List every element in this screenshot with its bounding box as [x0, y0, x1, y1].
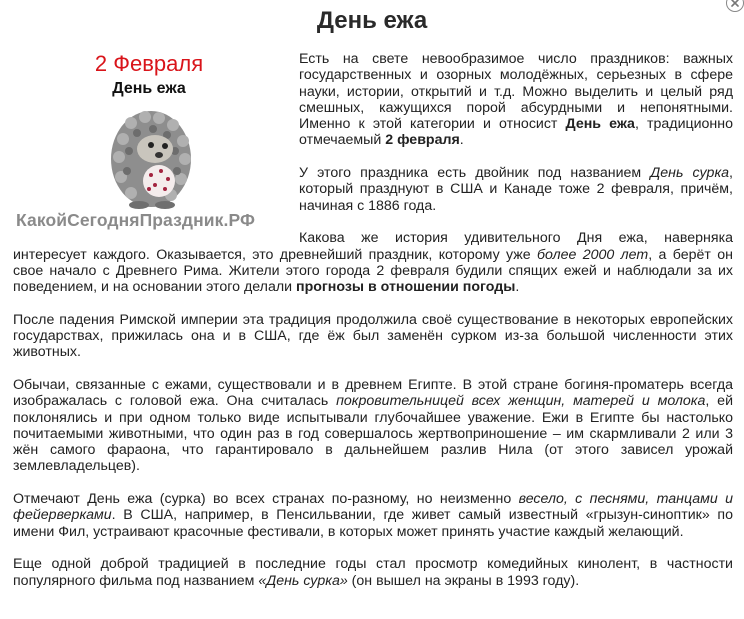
paragraph-text: , ей поклонялись и при одном только виде испытывали глубочайшее уважение. Ежи в Египте бы настолько почитаемыми животными, что один раз в год совершалось жертвоприношение – им скармливали 2 или 3 жён самого фараона, что гарантировало в дальнейшем разлив Нила (от этого зависел урожай землевладельцев).	[13, 393, 733, 475]
image-watermark: КакойСегодняПраздник.РФ	[16, 210, 256, 230]
article-paragraph	[13, 556, 733, 589]
image-date-text: 2 Февраля	[94, 51, 204, 76]
page-title: День ежа	[316, 7, 428, 34]
article-paragraph	[13, 491, 733, 540]
paragraph-text: , а берёт он свое начало с Древнего Рима. Жители этого города 2 февраля будили спящих ежей и наблюдали за их поведением, и на основании этого делали	[13, 246, 733, 296]
paragraph-text: .	[459, 132, 464, 149]
bold-text: прогнозы в отношении погоды	[296, 279, 516, 296]
image-subtitle: День ежа	[112, 80, 186, 97]
paragraph-text: (он вышел на экраны в 1993 году).	[347, 572, 580, 589]
italic-text: более 2000 лет	[537, 246, 649, 263]
paragraph-text: , традиционно отмечаемый	[299, 116, 733, 149]
article-body	[13, 51, 733, 605]
paragraph-text: Обычаи, связанные с ежами, существовали и в древнем Египте. В этой стране богиня-проматерь всегда изображалась с головой ежа. Она считалась	[13, 376, 733, 410]
paragraph-text: Отмечают День ежа (сурка) во всех странах по-разному, но неизменно	[13, 491, 519, 508]
article-paragraph	[13, 312, 733, 361]
paragraph-text: Еще одной доброй традицией в последние годы стал просмотр комедийных кинолент, в частности популярного фильма под названием	[13, 556, 733, 589]
paragraph-text: . В США, например, в Пенсильвании, где живет самый известный «грызун-синоптик» по имени Фил, устраивают красочные фестивали, в которых может принять участие каждый желающий.	[13, 507, 733, 540]
bold-text: День ежа	[565, 116, 635, 133]
paragraph-text: У этого праздника есть двойник под названием	[299, 165, 651, 182]
article-paragraph	[13, 377, 733, 475]
hedgehog-illustration	[101, 93, 201, 211]
paragraph-text: Есть на свете невообразимое число праздников: важных государственных и озорных молодёжных, серьезных в сфере науки, истории, открытий и т.д. Можно выделить и целый ряд смешных, кажущихся порой абсурдными и непонятными. Именно к этой категории и относист	[299, 51, 733, 133]
paragraph-text: , который празднуют в США и Канаде тоже 2 февраля, причём, начиная с 1886 года.	[299, 165, 733, 214]
paragraph-text: Какова же история удивительного Дня ежа, наверняка интересует каждого. Оказывается, это древнейший праздник, которому уже	[13, 230, 733, 263]
italic-text: покровительницей всех женщин, матерей и молока	[336, 393, 706, 410]
article-image	[13, 51, 291, 234]
italic-text: весело, с песнями, танцами и фейерверками	[13, 491, 733, 524]
bold-text: 2 февраля	[385, 132, 460, 149]
paragraph-text: .	[515, 279, 520, 296]
italic-text: День сурка	[650, 165, 730, 182]
paragraph-text: После падения Римской империи эта традиция продолжила своё существование в некоторых европейских государствах, прижилась она и в США, где ёж был заменён сурком из-за большой численности этих животных.	[13, 311, 733, 361]
italic-text: «День сурка»	[258, 572, 348, 589]
article-paragraph	[13, 230, 733, 295]
